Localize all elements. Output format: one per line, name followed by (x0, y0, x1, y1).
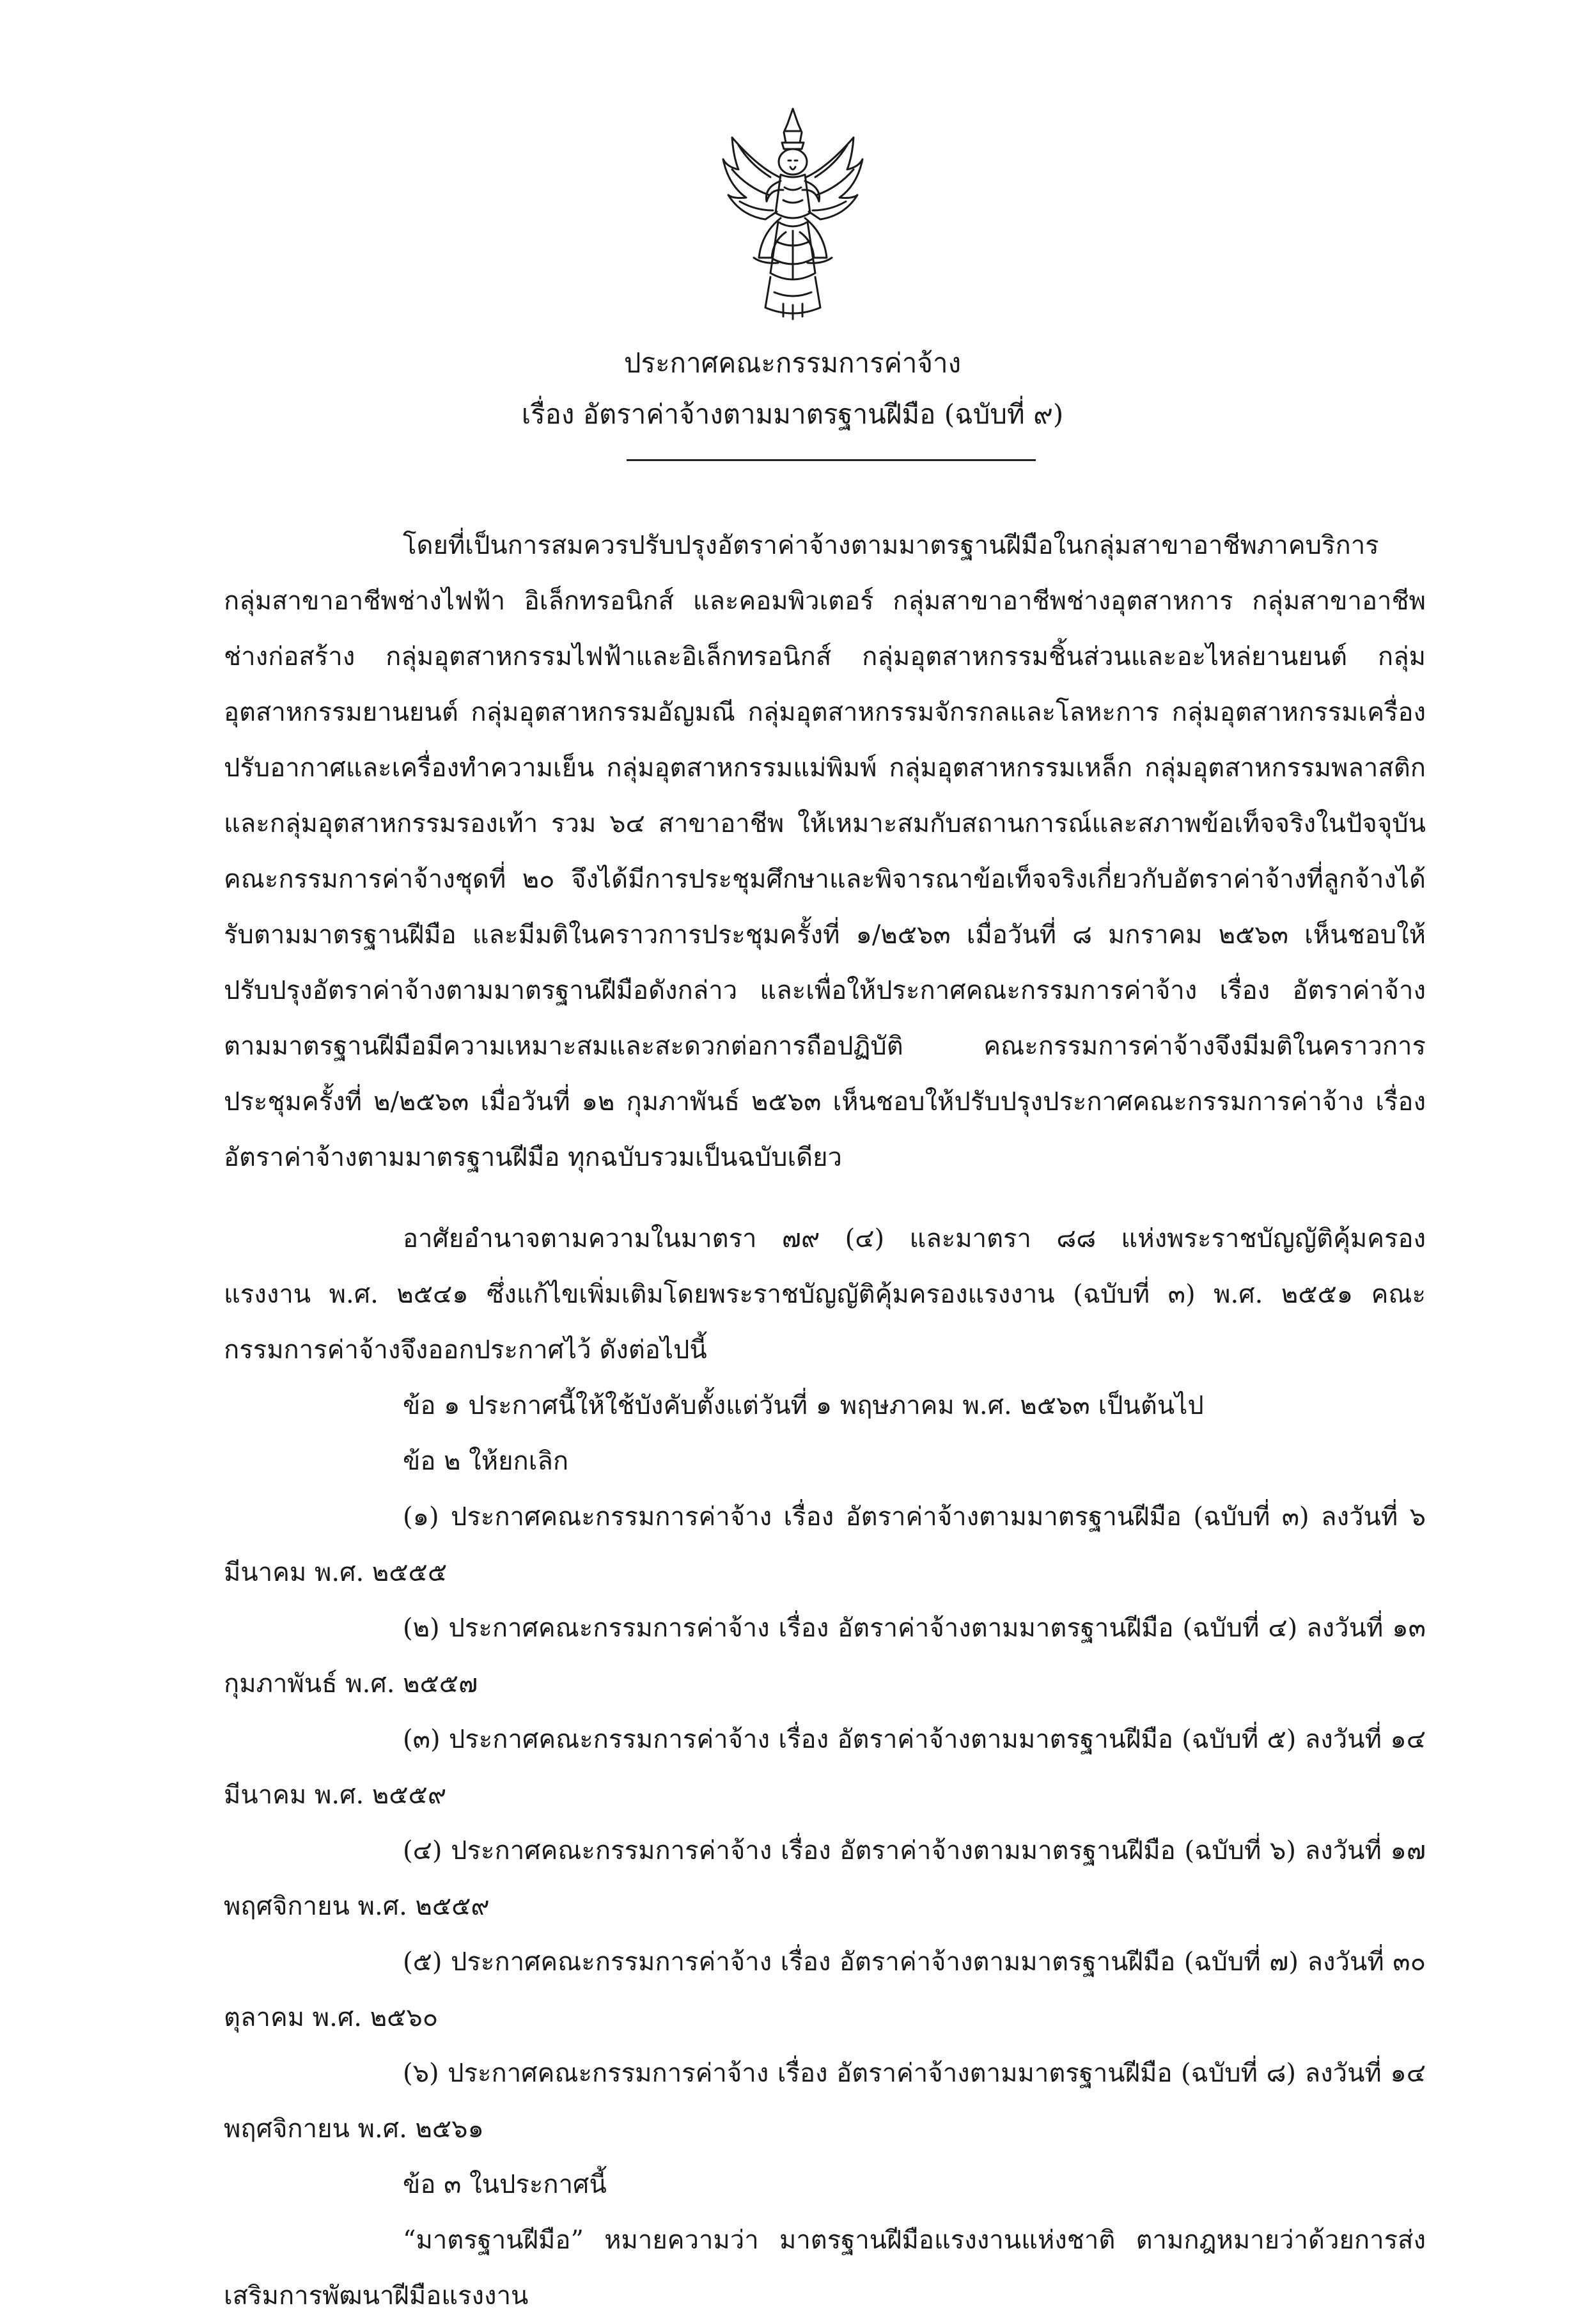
authority-paragraph: อาศัยอำนาจตามความในมาตรา ๗๙ (๔) และมาตรา ๘๘ แห่งพระราชบัญญัติคุ้มครองแรงงาน พ.ศ. ๒๕๔๑ ซึ่งแก้ไขเพิ่มเติมโดยพระราชบัญญัติคุ้มครองแรงงาน (ฉบับที่ ๓) พ.ศ. ๒๕๕๑ คณะกรรมการค่าจ้างจึงออกประกาศไว้ ดังต่อไปนี้ (224, 1224, 1426, 1365)
clause-1: ข้อ ๑ ประกาศนี้ให้ใช้บังคับตั้งแต่วันที่ ๑ พฤษภาคม พ.ศ. ๒๕๖๓ เป็นต้นไป (403, 1391, 1204, 1420)
clause-3: ข้อ ๓ ในประกาศนี้ (403, 2170, 607, 2199)
announcement-title: ประกาศคณะกรรมการค่าจ้าง (623, 347, 962, 379)
repealed-item-6: (๖) ประกาศคณะกรรมการค่าจ้าง เรื่อง อัตราค่าจ้างตามมาตรฐานฝีมือ (ฉบับที่ ๘) ลงวันที่ ๑๔ พฤศจิกายน พ.ศ. ๒๕๖๑ (224, 2059, 1426, 2144)
preamble-paragraph: โดยที่เป็นการสมควรปรับปรุงอัตราค่าจ้างตามมาตรฐานฝีมือในกลุ่มสาขาอาชีพภาคบริการ กลุ่มสาขาอาชีพช่างไฟฟ้า อิเล็กทรอนิกส์ และคอมพิวเตอร์ กลุ่มสาขาอาชีพช่างอุตสาหการ กลุ่มสาขาอาชีพช่างก่อสร้าง กลุ่มอุตสาหกรรมไฟฟ้าและอิเล็กทรอนิกส์ กลุ่มอุตสาหกรรมชิ้นส่วนและอะไหล่ยานยนต์ กลุ่มอุตสาหกรรมยานยนต์ กลุ่มอุตสาหกรรมอัญมณี กลุ่มอุตสาหกรรมจักรกลและโลหะการ กลุ่มอุตสาหกรรมเครื่องปรับอากาศและเครื่องทำความเย็น กลุ่มอุตสาหกรรมแม่พิมพ์ กลุ่มอุตสาหกรรมเหล็ก กลุ่มอุตสาหกรรมพลาสติก และกลุ่มอุตสาหกรรมรองเท้า รวม ๖๔ สาขาอาชีพ ให้เหมาะสมกับสถานการณ์และสภาพข้อเท็จจริงในปัจจุบัน คณะกรรมการค่าจ้างชุดที่ ๒๐ จึงได้มีการประชุมศึกษาและพิจารณาข้อเท็จจริงเกี่ยวกับอัตราค่าจ้างที่ลูกจ้างได้รับตามมาตรฐานฝีมือ และมีมติในคราวการประชุมครั้งที่ ๑/๒๕๖๓ เมื่อวันที่ ๘ มกราคม ๒๕๖๓ เห็นชอบให้ปรับปรุงอัตราค่าจ้างตามมาตรฐานฝีมือดังกล่าว และเพื่อให้ประกาศคณะกรรมการค่าจ้าง เรื่อง อัตราค่าจ้างตามมาตรฐานฝีมือมีความเหมาะสมและสะดวกต่อการถือปฏิบัติ คณะกรรมการค่าจ้างจึงมีมติในคราวการประชุมครั้งที่ ๒/๒๕๖๓ เมื่อวันที่ ๑๒ กุมภาพันธ์ ๒๕๖๓ เห็นชอบให้ปรับปรุงประกาศคณะกรรมการค่าจ้าง เรื่อง อัตราค่าจ้างตามมาตรฐานฝีมือ ทุกฉบับรวมเป็นฉบับเดียว (224, 531, 1426, 1172)
repealed-item-1: (๑) ประกาศคณะกรรมการค่าจ้าง เรื่อง อัตราค่าจ้างตามมาตรฐานฝีมือ (ฉบับที่ ๓) ลงวันที่ ๖ มีนาคม พ.ศ. ๒๕๕๕ (224, 1502, 1426, 1587)
repealed-item-5: (๕) ประกาศคณะกรรมการค่าจ้าง เรื่อง อัตราค่าจ้างตามมาตรฐานฝีมือ (ฉบับที่ ๗) ลงวันที่ ๓๐ ตุลาคม พ.ศ. ๒๕๖๐ (224, 1947, 1426, 2032)
document-body (224, 518, 1426, 2324)
title-divider (627, 459, 1036, 461)
garuda-emblem-icon (719, 106, 866, 323)
repealed-item-2: (๒) ประกาศคณะกรรมการค่าจ้าง เรื่อง อัตราค่าจ้างตามมาตรฐานฝีมือ (ฉบับที่ ๔) ลงวันที่ ๑๓ กุมภาพันธ์ พ.ศ. ๒๕๕๗ (224, 1613, 1426, 1699)
announcement-subject: เรื่อง อัตราค่าจ้างตามมาตรฐานฝีมือ (ฉบับที่ ๙) (521, 398, 1064, 430)
clause-2: ข้อ ๒ ให้ยกเลิก (403, 1447, 569, 1476)
repealed-item-3: (๓) ประกาศคณะกรรมการค่าจ้าง เรื่อง อัตราค่าจ้างตามมาตรฐานฝีมือ (ฉบับที่ ๕) ลงวันที่ ๑๔ มีนาคม พ.ศ. ๒๕๕๙ (224, 1725, 1426, 1810)
repealed-item-4: (๔) ประกาศคณะกรรมการค่าจ้าง เรื่อง อัตราค่าจ้างตามมาตรฐานฝีมือ (ฉบับที่ ๖) ลงวันที่ ๑๗ พฤศจิกายน พ.ศ. ๒๕๕๙ (224, 1836, 1426, 1921)
definition-paragraph: “มาตรฐานฝีมือ” หมายความว่า มาตรฐานฝีมือแรงงานแห่งชาติ ตามกฎหมายว่าด้วยการส่งเสริมการพัฒนาฝีมือแรงงาน (224, 2226, 1426, 2311)
